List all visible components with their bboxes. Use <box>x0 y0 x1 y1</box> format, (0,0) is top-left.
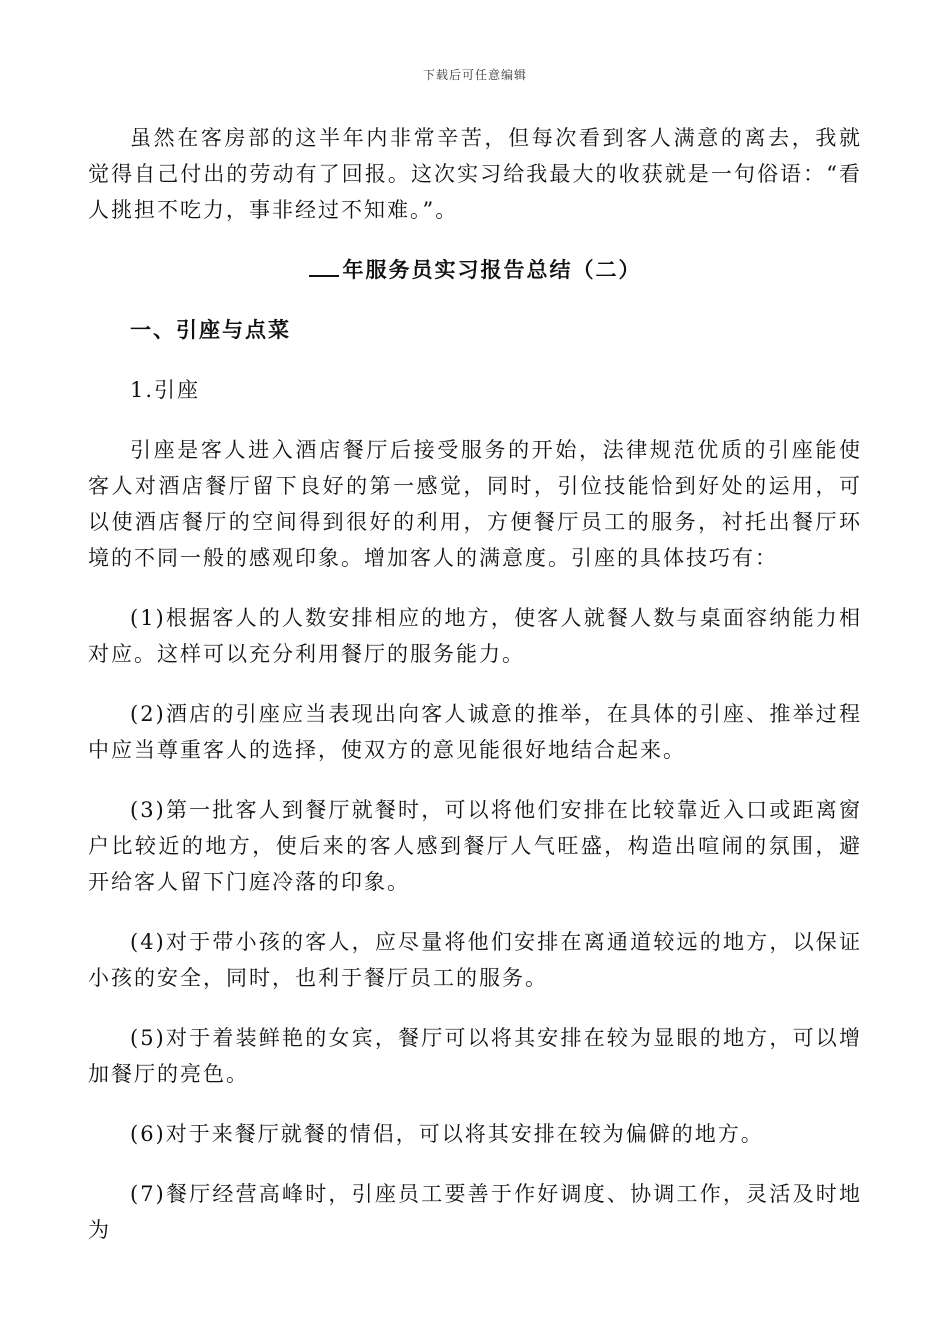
report-title-text: 年服务员实习报告总结（二） <box>342 257 642 282</box>
document-body <box>88 120 862 1248</box>
intro-paragraph: 虽然在客房部的这半年内非常辛苦，但每次看到客人满意的离去，我就觉得自己付出的劳动有了回报。这次实习给我最大的收获就是一句俗语：“看人挑担不吃力，事非经过不知难。”。 <box>88 126 862 222</box>
list-item-2: (2)酒店的引座应当表现出向客人诚意的推举，在具体的引座、推举过程中应当尊重客人的选择，使双方的意见能很好地结合起来。 <box>88 702 862 762</box>
list-item-5: (5)对于着装鲜艳的女宾，餐厅可以将其安排在较为显眼的地方，可以增加餐厅的亮色。 <box>88 1026 862 1086</box>
list-item-6: (6)对于来餐厅就餐的情侣，可以将其安排在较为偏僻的地方。 <box>130 1122 764 1146</box>
list-item-1: (1)根据客人的人数安排相应的地方，使客人就餐人数与桌面容纳能力相对应。这样可以充分利用餐厅的服务能力。 <box>88 606 862 666</box>
section-heading: 一、引座与点菜 <box>130 317 291 342</box>
page-header: 下载后可任意编辑 <box>422 68 527 82</box>
report-title <box>88 252 862 288</box>
list-item-7: (7)餐厅经营高峰时，引座员工要善于作好调度、协调工作，灵活及时地为 <box>88 1182 862 1242</box>
seating-intro-paragraph: 引座是客人进入酒店餐厅后接受服务的开始，法律规范优质的引座能使客人对酒店餐厅留下良好的第一感觉，同时，引位技能恰到好处的运用，可以使酒店餐厅的空间得到很好的利用，方便餐厅员工的服务，衬托出餐厅环境的不同一般的感观印象。增加客人的满意度。引座的具体技巧有： <box>88 438 862 570</box>
list-item-4: (4)对于带小孩的客人，应尽量将他们安排在离通道较远的地方，以保证小孩的安全，同时，也利于餐厅员工的服务。 <box>88 930 862 990</box>
subsection-heading: 1.引座 <box>130 378 201 402</box>
list-item-3: (3)第一批客人到餐厅就餐时，可以将他们安排在比较靠近入口或距离窗户比较近的地方，使后来的客人感到餐厅人气旺盛，构造出喧闹的氛围，避开给客人留下门庭冷落的印象。 <box>88 798 862 894</box>
title-blank-line <box>309 255 339 277</box>
